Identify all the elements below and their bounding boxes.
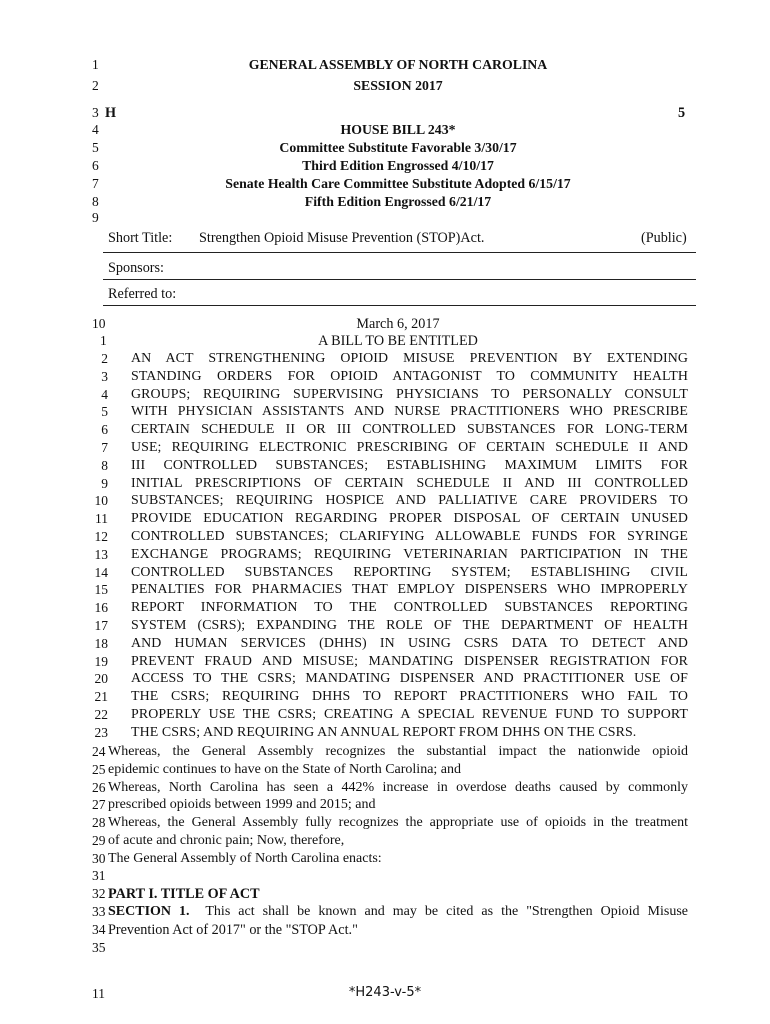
act-title-line: GROUPS; REQUIRING SUPERVISING PHYSICIANS TO PERSONALLY CONSULT [131, 386, 688, 402]
line-number: 24 [92, 744, 106, 759]
line-number: 2 [92, 78, 99, 93]
chamber-letter: H [105, 105, 117, 121]
act-title-line: SUBSTANCES; REQUIRING HOSPICE AND PALLIATIVE CARE PROVIDERS TO [131, 493, 688, 509]
line-number: 27 [92, 797, 106, 813]
line-number: 7 [101, 440, 108, 455]
section-1-line [108, 903, 688, 921]
line-number: 26 [92, 779, 106, 795]
line-number: 10 [94, 493, 108, 509]
act-title-line: AND HUMAN SERVICES (DHHS) IN USING CSRS DATA TO DETECT AND [131, 635, 688, 651]
referred-label: Referred to: [108, 286, 177, 302]
page-number: 11 [92, 986, 105, 1001]
public-label: (Public) [641, 230, 687, 246]
act-title-line: THE CSRS; REQUIRING DHHS TO REPORT PRACTITIONERS WHO FAIL TO [131, 689, 688, 705]
line-number: 5 [92, 140, 99, 155]
whereas-line: of acute and chronic pain; Now, therefore, [108, 833, 345, 848]
line-number: 9 [101, 475, 108, 491]
line-number: 31 [92, 868, 106, 883]
line-number: 10 [92, 316, 106, 331]
line-number: 1 [92, 57, 99, 72]
sponsors-label: Sponsors: [108, 260, 164, 276]
act-title-line: EXCHANGE PROGRAMS; REQUIRING VETERINARIAN PARTICIPATION IN THE [131, 546, 688, 562]
line-number: 2 [101, 351, 108, 366]
act-title-line: III CONTROLLED SUBSTANCES; ESTABLISHING MAXIMUM LIMITS FOR [131, 457, 688, 473]
act-title-line: CONTROLLED SUBSTANCES REPORTING SYSTEM; ESTABLISHING CIVIL [131, 564, 688, 580]
act-title-line: REPORT INFORMATION TO THE CONTROLLED SUBSTANCES REPORTING [131, 600, 688, 616]
session-title: SESSION 2017 [353, 78, 443, 93]
line-number: 6 [101, 422, 108, 438]
assembly-title: GENERAL ASSEMBLY OF NORTH CAROLINA [248, 57, 548, 72]
line-number: 29 [92, 833, 106, 848]
edition-number: 5 [678, 105, 686, 121]
line-number: 20 [94, 671, 108, 687]
line-number: 9 [92, 210, 99, 225]
line-number: 33 [92, 904, 106, 919]
whereas-line: Whereas, the General Assembly fully recognizes the appropriate use of opioids in the treatment [108, 815, 688, 831]
line-number: 23 [94, 724, 108, 740]
whereas-line: The General Assembly of North Carolina enacts: [108, 850, 382, 866]
line-number: 19 [94, 653, 108, 669]
line-number: 4 [101, 386, 108, 402]
line-number: 11 [95, 511, 108, 527]
line-number: 34 [92, 922, 106, 937]
act-title-line: PREVENT FRAUD AND MISUSE; MANDATING DISPENSER REGISTRATION FOR [131, 653, 688, 669]
line-number: 30 [92, 850, 106, 866]
line-number: 16 [94, 600, 108, 616]
line-number: 28 [92, 815, 106, 831]
whereas-line: prescribed opioids between 1999 and 2015; and [108, 797, 376, 813]
bill-date: March 6, 2017 [356, 316, 440, 332]
line-number: 4 [92, 122, 99, 137]
divider [103, 252, 696, 253]
act-title-line: USE; REQUIRING ELECTRONIC PRESCRIBING OF CERTAIN SCHEDULE II AND [131, 440, 688, 455]
header-line: Senate Health Care Committee Substitute Adopted 6/15/17 [225, 176, 571, 191]
line-number: 7 [92, 176, 99, 191]
bill-entitled: A BILL TO BE ENTITLED [318, 333, 478, 349]
short-title-label: Short Title: [108, 230, 173, 246]
line-number: 25 [92, 761, 106, 777]
line-number: 12 [94, 529, 108, 544]
line-number: 3 [101, 368, 108, 384]
part-title: PART I. TITLE OF ACT [108, 886, 260, 902]
divider [103, 279, 696, 280]
act-title-line: AN ACT STRENGTHENING OPIOID MISUSE PREVENTION BY EXTENDING [131, 351, 688, 366]
act-title-line: INITIAL PRESCRIPTIONS OF CERTAIN SCHEDULE II AND III CONTROLLED [131, 475, 688, 491]
whereas-line: Whereas, the General Assembly recognizes the substantial impact the nationwide opioid [108, 744, 688, 759]
line-number: 13 [94, 546, 108, 562]
line-number: 5 [101, 404, 108, 420]
act-title-line: CERTAIN SCHEDULE II OR III CONTROLLED SUBSTANCES FOR LONG-TERM [131, 422, 688, 438]
header-line: Fifth Edition Engrossed 6/21/17 [304, 194, 492, 209]
header-line: Third Edition Engrossed 4/10/17 [302, 158, 494, 173]
act-title-line: THE CSRS; AND REQUIRING AN ANNUAL REPORT FROM DHHS ON THE CSRS. [131, 724, 637, 740]
line-number: 21 [94, 689, 108, 705]
section-text: This act shall be known and may be cited as the "Strengthen Opioid Misuse [189, 904, 688, 919]
section-label: SECTION 1. [108, 904, 190, 919]
line-number: 32 [92, 886, 106, 901]
header-line: HOUSE BILL 243* [340, 122, 456, 137]
line-number: 1 [100, 333, 107, 348]
act-title-line: STANDING ORDERS FOR OPIOID ANTAGONIST TO COMMUNITY HEALTH [131, 368, 688, 384]
section-1-continued: Prevention Act of 2017" or the "STOP Act." [108, 922, 358, 938]
document-id: *H243-v-5* [348, 985, 422, 1000]
act-title-line: PROPERLY USE THE CSRS; CREATING A SPECIAL REVENUE FUND TO SUPPORT [131, 707, 688, 722]
divider [103, 305, 696, 306]
act-title-line: PENALTIES FOR PHARMACIES THAT EMPLOY DISPENSERS WHO IMPROPERLY [131, 582, 688, 598]
whereas-line: Whereas, North Carolina has seen a 442% increase in overdose deaths caused by commonly [108, 779, 688, 795]
line-number: 18 [94, 635, 108, 651]
line-number: 8 [92, 194, 99, 209]
line-number: 35 [92, 940, 106, 955]
line-number: 3 [92, 105, 99, 120]
line-number: 8 [101, 457, 108, 473]
act-title-line: WITH PHYSICIAN ASSISTANTS AND NURSE PRACTITIONERS WHO PRESCRIBE [131, 404, 688, 420]
act-title-line: SYSTEM (CSRS); EXPANDING THE ROLE OF THE DEPARTMENT OF HEALTH [131, 618, 688, 633]
act-title-line: PROVIDE EDUCATION REGARDING PROPER DISPOSAL OF CERTAIN UNUSED [131, 511, 688, 527]
short-title-value: Strengthen Opioid Misuse Prevention (STOP)Act. [199, 230, 485, 246]
line-number: 17 [94, 618, 108, 633]
act-title-line: CONTROLLED SUBSTANCES; CLARIFYING ALLOWABLE FUNDS FOR SYRINGE [131, 529, 688, 544]
act-title-line: ACCESS TO THE CSRS; MANDATING DISPENSER AND PRACTITIONER USE OF [131, 671, 688, 687]
line-number: 6 [92, 158, 99, 173]
line-number: 14 [94, 564, 108, 580]
header-line: Committee Substitute Favorable 3/30/17 [279, 140, 517, 155]
line-number: 15 [94, 582, 108, 598]
whereas-line: epidemic continues to have on the State of North Carolina; and [108, 761, 462, 777]
line-number: 22 [94, 707, 108, 722]
